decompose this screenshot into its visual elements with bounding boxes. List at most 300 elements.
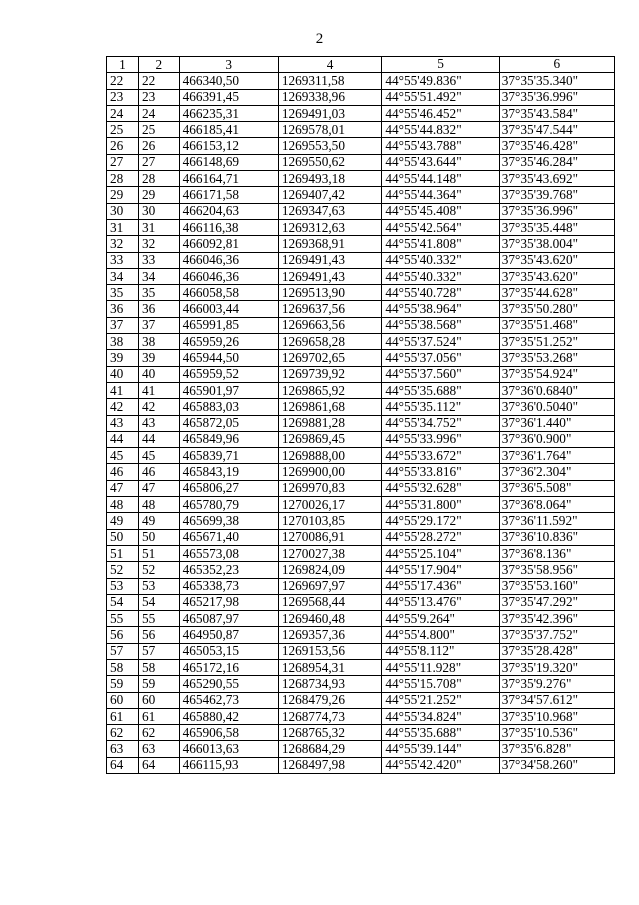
table-row [107,89,615,105]
y-coordinate-cell: 1269663,56 [278,317,382,333]
table-row [107,187,615,203]
latitude-cell: 44°55'28.272" [382,529,499,545]
y-coordinate-cell: 1269550,62 [278,154,382,170]
x-coordinate-cell: 465290,55 [179,676,278,692]
point-number-cell: 35 [107,285,139,301]
latitude-cell: 44°55'37.056" [382,350,499,366]
longitude-cell: 37°36'0.6840" [499,382,614,398]
table-row [107,676,615,692]
table-row [107,268,615,284]
point-number-cell: 33 [107,252,139,268]
point-number-cell: 56 [107,627,139,643]
column-header: 5 [382,57,499,73]
x-coordinate-cell: 466003,44 [179,301,278,317]
table-row [107,643,615,659]
longitude-cell: 37°35'9.276" [499,676,614,692]
table-row [107,203,615,219]
table-row [107,122,615,138]
point-number-cell: 50 [107,529,139,545]
table-row [107,252,615,268]
point-index-cell: 28 [139,171,180,187]
y-coordinate-cell: 1269658,28 [278,334,382,350]
point-number-cell: 57 [107,643,139,659]
column-header: 1 [107,57,139,73]
point-number-cell: 62 [107,725,139,741]
point-index-cell: 32 [139,236,180,252]
longitude-cell: 37°35'47.544" [499,122,614,138]
point-number-cell: 38 [107,334,139,350]
point-number-cell: 44 [107,431,139,447]
x-coordinate-cell: 465843,19 [179,464,278,480]
x-coordinate-cell: 465087,97 [179,611,278,627]
point-index-cell: 29 [139,187,180,203]
longitude-cell: 37°35'39.768" [499,187,614,203]
y-coordinate-cell: 1269491,03 [278,105,382,121]
y-coordinate-cell: 1269568,44 [278,594,382,610]
latitude-cell: 44°55'33.816" [382,464,499,480]
longitude-cell: 37°35'6.828" [499,741,614,757]
point-index-cell: 24 [139,105,180,121]
longitude-cell: 37°35'42.396" [499,611,614,627]
latitude-cell: 44°55'33.996" [382,431,499,447]
longitude-cell: 37°35'47.292" [499,594,614,610]
x-coordinate-cell: 465699,38 [179,513,278,529]
point-number-cell: 52 [107,562,139,578]
point-index-cell: 36 [139,301,180,317]
y-coordinate-cell: 1268479,26 [278,692,382,708]
point-number-cell: 41 [107,382,139,398]
point-number-cell: 46 [107,464,139,480]
point-index-cell: 48 [139,497,180,513]
longitude-cell: 37°34'58.260" [499,757,614,773]
x-coordinate-cell: 465883,03 [179,399,278,415]
table-row [107,285,615,301]
point-index-cell: 38 [139,334,180,350]
point-number-cell: 51 [107,545,139,561]
table-row [107,757,615,773]
point-index-cell: 50 [139,529,180,545]
latitude-cell: 44°55'33.672" [382,448,499,464]
x-coordinate-cell: 465671,40 [179,529,278,545]
point-number-cell: 59 [107,676,139,692]
latitude-cell: 44°55'13.476" [382,594,499,610]
point-index-cell: 53 [139,578,180,594]
y-coordinate-cell: 1269338,96 [278,89,382,105]
latitude-cell: 44°55'38.568" [382,317,499,333]
table-row [107,545,615,561]
x-coordinate-cell: 465849,96 [179,431,278,447]
table-row [107,171,615,187]
longitude-cell: 37°35'43.620" [499,268,614,284]
point-index-cell: 58 [139,659,180,675]
point-number-cell: 61 [107,708,139,724]
latitude-cell: 44°55'37.560" [382,366,499,382]
point-index-cell: 39 [139,350,180,366]
y-coordinate-cell: 1269491,43 [278,268,382,284]
point-number-cell: 25 [107,122,139,138]
y-coordinate-cell: 1269637,56 [278,301,382,317]
point-number-cell: 58 [107,659,139,675]
point-number-cell: 29 [107,187,139,203]
longitude-cell: 37°35'43.584" [499,105,614,121]
longitude-cell: 37°35'19.320" [499,659,614,675]
table-row [107,725,615,741]
y-coordinate-cell: 1268765,32 [278,725,382,741]
point-index-cell: 62 [139,725,180,741]
x-coordinate-cell: 465352,23 [179,562,278,578]
x-coordinate-cell: 465780,79 [179,497,278,513]
longitude-cell: 37°36'10.836" [499,529,614,545]
x-coordinate-cell: 465338,73 [179,578,278,594]
latitude-cell: 44°55'39.144" [382,741,499,757]
point-index-cell: 42 [139,399,180,415]
longitude-cell: 37°35'35.340" [499,73,614,89]
point-index-cell: 35 [139,285,180,301]
y-coordinate-cell: 1269460,48 [278,611,382,627]
latitude-cell: 44°55'21.252" [382,692,499,708]
latitude-cell: 44°55'41.808" [382,236,499,252]
point-index-cell: 51 [139,545,180,561]
latitude-cell: 44°55'35.112" [382,399,499,415]
x-coordinate-cell: 466164,71 [179,171,278,187]
longitude-cell: 37°36'2.304" [499,464,614,480]
table-row [107,448,615,464]
latitude-cell: 44°55'17.904" [382,562,499,578]
x-coordinate-cell: 466046,36 [179,252,278,268]
x-coordinate-cell: 465959,52 [179,366,278,382]
x-coordinate-cell: 465806,27 [179,480,278,496]
point-index-cell: 41 [139,382,180,398]
table-row [107,350,615,366]
x-coordinate-cell: 465217,98 [179,594,278,610]
longitude-cell: 37°36'11.592" [499,513,614,529]
latitude-cell: 44°55'49.836" [382,73,499,89]
table-row [107,415,615,431]
point-index-cell: 23 [139,89,180,105]
point-number-cell: 48 [107,497,139,513]
y-coordinate-cell: 1269407,42 [278,187,382,203]
latitude-cell: 44°55'43.788" [382,138,499,154]
point-index-cell: 33 [139,252,180,268]
point-index-cell: 52 [139,562,180,578]
table-row [107,301,615,317]
table-row [107,138,615,154]
latitude-cell: 44°55'15.708" [382,676,499,692]
longitude-cell: 37°35'37.752" [499,627,614,643]
longitude-cell: 37°35'36.996" [499,89,614,105]
x-coordinate-cell: 466058,58 [179,285,278,301]
y-coordinate-cell: 1269553,50 [278,138,382,154]
latitude-cell: 44°55'17.436" [382,578,499,594]
point-number-cell: 45 [107,448,139,464]
longitude-cell: 37°35'44.628" [499,285,614,301]
y-coordinate-cell: 1269861,68 [278,399,382,415]
y-coordinate-cell: 1270027,38 [278,545,382,561]
x-coordinate-cell: 465053,15 [179,643,278,659]
y-coordinate-cell: 1268774,73 [278,708,382,724]
table-row [107,529,615,545]
latitude-cell: 44°55'35.688" [382,725,499,741]
table-row [107,431,615,447]
point-number-cell: 24 [107,105,139,121]
point-index-cell: 37 [139,317,180,333]
y-coordinate-cell: 1269869,45 [278,431,382,447]
y-coordinate-cell: 1269900,00 [278,464,382,480]
x-coordinate-cell: 465839,71 [179,448,278,464]
y-coordinate-cell: 1269311,58 [278,73,382,89]
latitude-cell: 44°55'40.728" [382,285,499,301]
point-number-cell: 23 [107,89,139,105]
x-coordinate-cell: 465901,97 [179,382,278,398]
table-row [107,627,615,643]
point-number-cell: 32 [107,236,139,252]
point-index-cell: 61 [139,708,180,724]
point-index-cell: 46 [139,464,180,480]
table-row [107,236,615,252]
x-coordinate-cell: 466391,45 [179,89,278,105]
point-number-cell: 47 [107,480,139,496]
table-row [107,692,615,708]
longitude-cell: 37°35'51.252" [499,334,614,350]
y-coordinate-cell: 1269739,92 [278,366,382,382]
x-coordinate-cell: 465959,26 [179,334,278,350]
table-row [107,562,615,578]
y-coordinate-cell: 1268734,93 [278,676,382,692]
point-index-cell: 43 [139,415,180,431]
table-row [107,578,615,594]
y-coordinate-cell: 1269357,36 [278,627,382,643]
point-number-cell: 39 [107,350,139,366]
point-number-cell: 42 [107,399,139,415]
column-header: 2 [139,57,180,73]
latitude-cell: 44°55'51.492" [382,89,499,105]
latitude-cell: 44°55'42.420" [382,757,499,773]
y-coordinate-cell: 1269153,56 [278,643,382,659]
longitude-cell: 37°35'38.004" [499,236,614,252]
point-index-cell: 40 [139,366,180,382]
x-coordinate-cell: 465573,08 [179,545,278,561]
x-coordinate-cell: 464950,87 [179,627,278,643]
x-coordinate-cell: 466115,93 [179,757,278,773]
longitude-cell: 37°36'0.5040" [499,399,614,415]
point-number-cell: 55 [107,611,139,627]
table-row [107,513,615,529]
latitude-cell: 44°55'37.524" [382,334,499,350]
table-row [107,317,615,333]
point-index-cell: 44 [139,431,180,447]
latitude-cell: 44°55'4.800" [382,627,499,643]
y-coordinate-cell: 1270026,17 [278,497,382,513]
table-row [107,154,615,170]
table-row [107,219,615,235]
point-index-cell: 55 [139,611,180,627]
point-number-cell: 63 [107,741,139,757]
y-coordinate-cell: 1269881,28 [278,415,382,431]
longitude-cell: 37°35'10.536" [499,725,614,741]
latitude-cell: 44°55'9.264" [382,611,499,627]
longitude-cell: 37°35'46.428" [499,138,614,154]
latitude-cell: 44°55'35.688" [382,382,499,398]
table-row [107,741,615,757]
latitude-cell: 44°55'42.564" [382,219,499,235]
point-number-cell: 40 [107,366,139,382]
latitude-cell: 44°55'40.332" [382,268,499,284]
y-coordinate-cell: 1270103,85 [278,513,382,529]
table-row [107,105,615,121]
point-number-cell: 54 [107,594,139,610]
y-coordinate-cell: 1269368,91 [278,236,382,252]
coordinates-table [106,56,615,774]
point-number-cell: 53 [107,578,139,594]
y-coordinate-cell: 1269491,43 [278,252,382,268]
y-coordinate-cell: 1269697,97 [278,578,382,594]
point-number-cell: 64 [107,757,139,773]
column-header: 3 [179,57,278,73]
x-coordinate-cell: 465872,05 [179,415,278,431]
y-coordinate-cell: 1269312,63 [278,219,382,235]
longitude-cell: 37°36'5.508" [499,480,614,496]
x-coordinate-cell: 466116,38 [179,219,278,235]
longitude-cell: 37°35'10.968" [499,708,614,724]
y-coordinate-cell: 1270086,91 [278,529,382,545]
y-coordinate-cell: 1269347,63 [278,203,382,219]
y-coordinate-cell: 1269824,09 [278,562,382,578]
point-index-cell: 25 [139,122,180,138]
table-row [107,708,615,724]
x-coordinate-cell: 466235,31 [179,105,278,121]
point-index-cell: 49 [139,513,180,529]
point-index-cell: 63 [139,741,180,757]
longitude-cell: 37°35'28.428" [499,643,614,659]
longitude-cell: 37°35'53.160" [499,578,614,594]
y-coordinate-cell: 1269970,83 [278,480,382,496]
latitude-cell: 44°55'45.408" [382,203,499,219]
point-index-cell: 64 [139,757,180,773]
point-number-cell: 43 [107,415,139,431]
latitude-cell: 44°55'44.148" [382,171,499,187]
latitude-cell: 44°55'46.452" [382,105,499,121]
page-number: 2 [315,31,324,47]
longitude-cell: 37°35'46.284" [499,154,614,170]
x-coordinate-cell: 466204,63 [179,203,278,219]
x-coordinate-cell: 466340,50 [179,73,278,89]
longitude-cell: 37°36'1.440" [499,415,614,431]
point-number-cell: 36 [107,301,139,317]
point-number-cell: 28 [107,171,139,187]
longitude-cell: 37°36'1.764" [499,448,614,464]
y-coordinate-cell: 1269888,00 [278,448,382,464]
point-number-cell: 49 [107,513,139,529]
point-number-cell: 22 [107,73,139,89]
latitude-cell: 44°55'34.752" [382,415,499,431]
table-row [107,611,615,627]
latitude-cell: 44°55'40.332" [382,252,499,268]
latitude-cell: 44°55'25.104" [382,545,499,561]
x-coordinate-cell: 465991,85 [179,317,278,333]
point-index-cell: 60 [139,692,180,708]
y-coordinate-cell: 1269578,01 [278,122,382,138]
y-coordinate-cell: 1269702,65 [278,350,382,366]
point-index-cell: 47 [139,480,180,496]
point-number-cell: 34 [107,268,139,284]
y-coordinate-cell: 1269493,18 [278,171,382,187]
column-header: 4 [278,57,382,73]
point-index-cell: 27 [139,154,180,170]
x-coordinate-cell: 465462,73 [179,692,278,708]
table-row [107,366,615,382]
x-coordinate-cell: 466148,69 [179,154,278,170]
point-number-cell: 30 [107,203,139,219]
table-row [107,464,615,480]
latitude-cell: 44°55'38.964" [382,301,499,317]
latitude-cell: 44°55'31.800" [382,497,499,513]
x-coordinate-cell: 465906,58 [179,725,278,741]
coordinates-table-body [107,57,615,774]
column-header: 6 [499,57,614,73]
y-coordinate-cell: 1269865,92 [278,382,382,398]
y-coordinate-cell: 1268684,29 [278,741,382,757]
y-coordinate-cell: 1268497,98 [278,757,382,773]
latitude-cell: 44°55'8.112" [382,643,499,659]
longitude-cell: 37°35'43.692" [499,171,614,187]
y-coordinate-cell: 1268954,31 [278,659,382,675]
x-coordinate-cell: 466092,81 [179,236,278,252]
table-row [107,382,615,398]
point-index-cell: 30 [139,203,180,219]
latitude-cell: 44°55'29.172" [382,513,499,529]
longitude-cell: 37°35'54.924" [499,366,614,382]
x-coordinate-cell: 466153,12 [179,138,278,154]
longitude-cell: 37°36'0.900" [499,431,614,447]
table-row [107,73,615,89]
point-index-cell: 56 [139,627,180,643]
longitude-cell: 37°35'53.268" [499,350,614,366]
point-number-cell: 37 [107,317,139,333]
table-row [107,594,615,610]
point-number-cell: 31 [107,219,139,235]
point-index-cell: 57 [139,643,180,659]
x-coordinate-cell: 466171,58 [179,187,278,203]
table-row [107,334,615,350]
latitude-cell: 44°55'44.364" [382,187,499,203]
longitude-cell: 37°36'8.064" [499,497,614,513]
longitude-cell: 37°35'35.448" [499,219,614,235]
latitude-cell: 44°55'44.832" [382,122,499,138]
x-coordinate-cell: 466013,63 [179,741,278,757]
latitude-cell: 44°55'11.928" [382,659,499,675]
point-index-cell: 26 [139,138,180,154]
point-number-cell: 60 [107,692,139,708]
x-coordinate-cell: 466046,36 [179,268,278,284]
x-coordinate-cell: 465944,50 [179,350,278,366]
latitude-cell: 44°55'43.644" [382,154,499,170]
point-index-cell: 34 [139,268,180,284]
point-index-cell: 54 [139,594,180,610]
table-row [107,399,615,415]
point-number-cell: 26 [107,138,139,154]
x-coordinate-cell: 465172,16 [179,659,278,675]
point-number-cell: 27 [107,154,139,170]
table-row [107,497,615,513]
table-row [107,659,615,675]
longitude-cell: 37°35'58.956" [499,562,614,578]
point-index-cell: 59 [139,676,180,692]
longitude-cell: 37°35'36.996" [499,203,614,219]
latitude-cell: 44°55'34.824" [382,708,499,724]
latitude-cell: 44°55'32.628" [382,480,499,496]
longitude-cell: 37°35'43.620" [499,252,614,268]
point-index-cell: 22 [139,73,180,89]
